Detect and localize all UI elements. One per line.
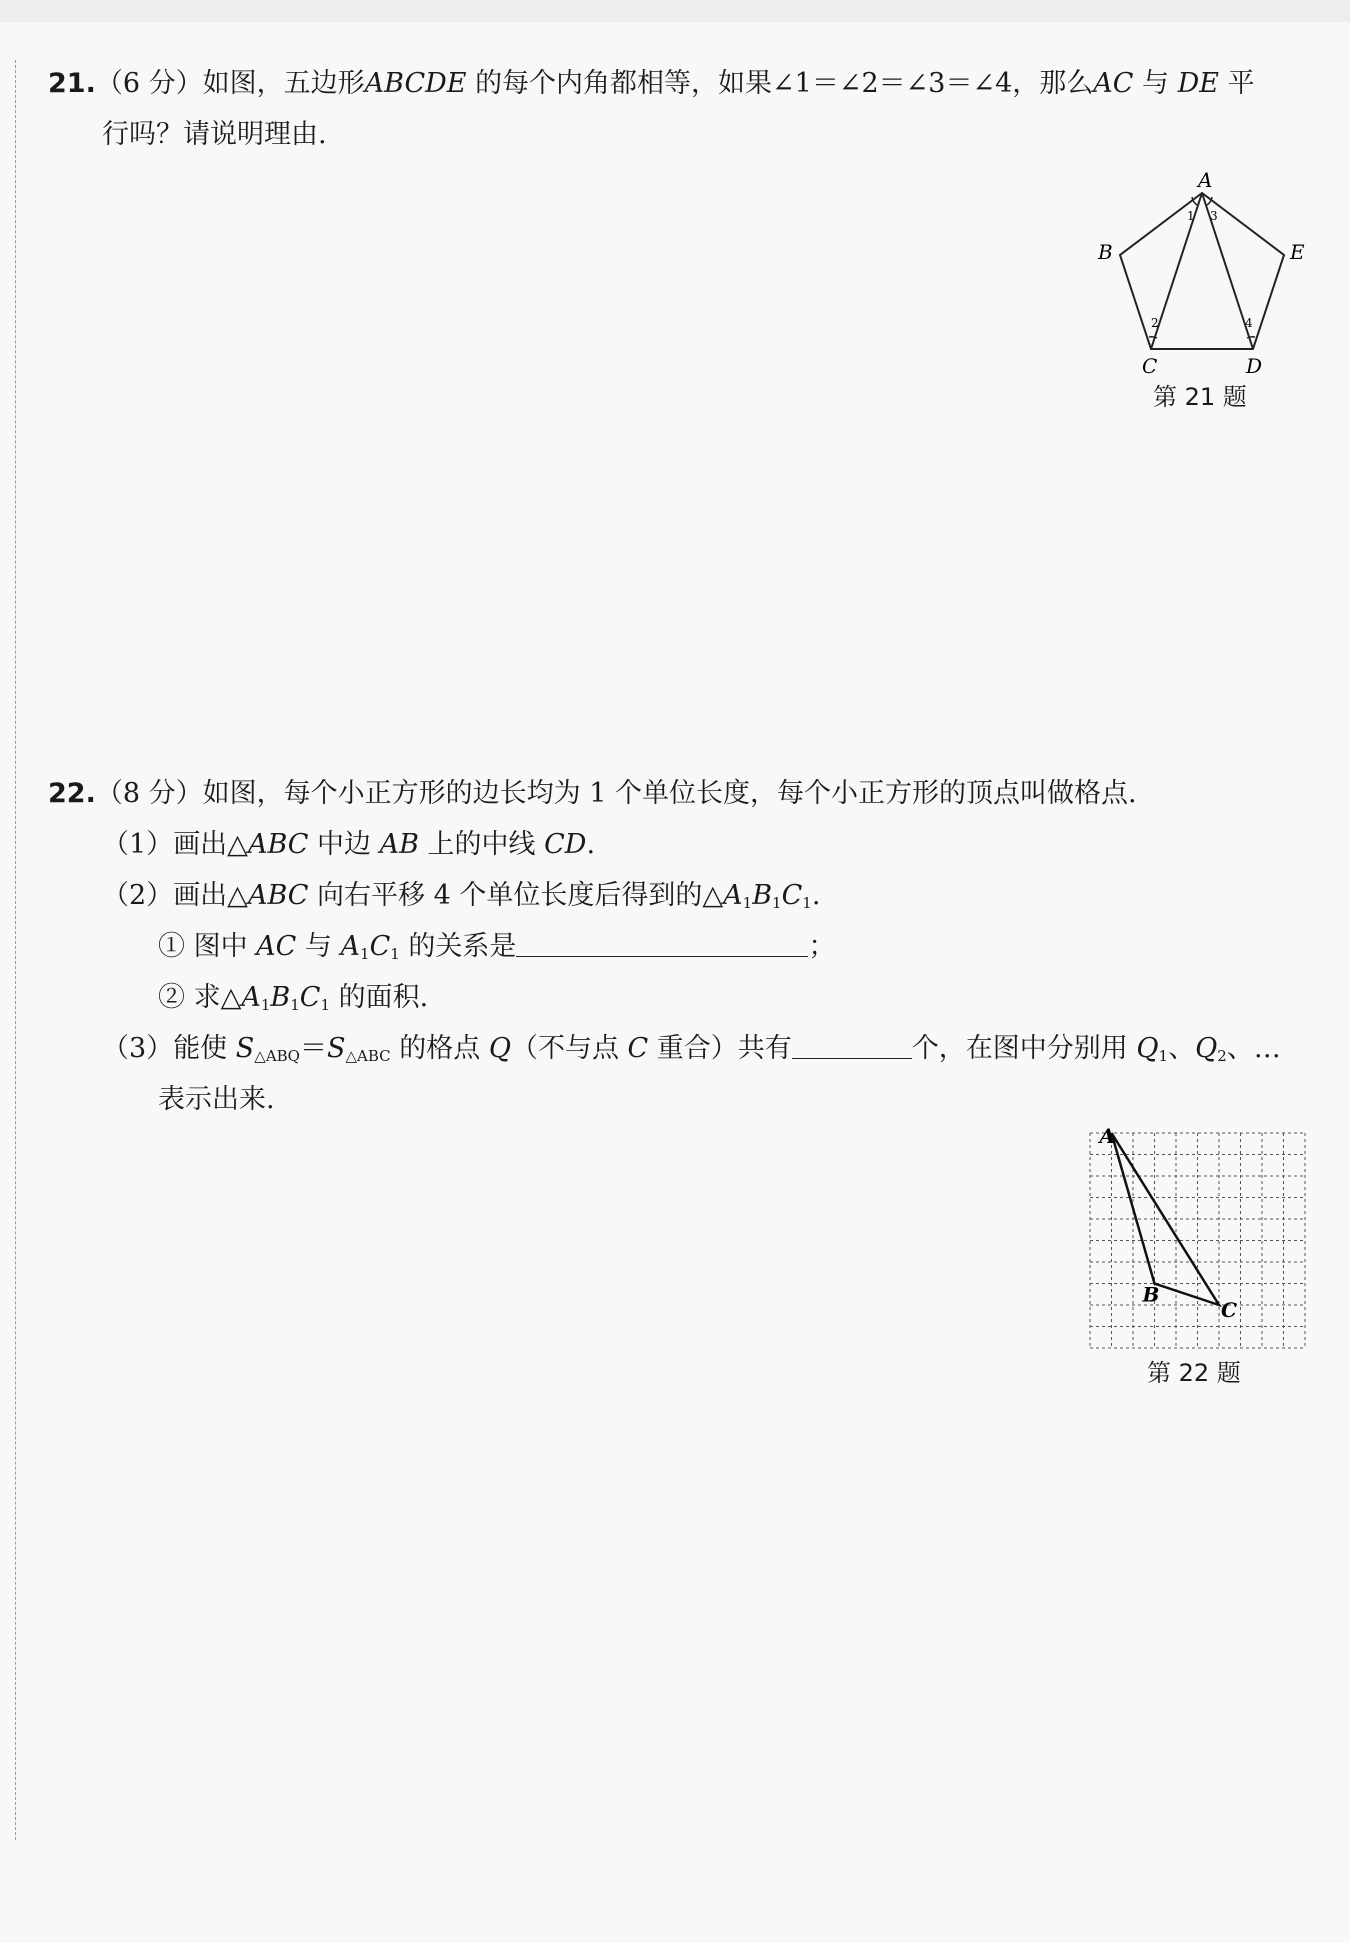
q21-line2: 行吗？请说明理由. (102, 119, 327, 150)
q22-part2-2: ② 求$\triangle A_1B_1C_1$ 的面积. (158, 982, 429, 1014)
angle-2: 2 (1151, 316, 1159, 330)
answer-blank-count[interactable] (792, 1032, 912, 1059)
answer-blank-relation[interactable] (516, 930, 808, 957)
grid-figure (1085, 1128, 1311, 1353)
q21-line1: 21.（6 分）如图，五边形ABCDE 的每个内角都相等，如果∠1＝∠2＝∠3＝∠4，那么AC 与 DE 平 (48, 68, 1255, 99)
label-C: C (1221, 1298, 1237, 1322)
q22-part1: （1）画出△ABC 中边 AB 上的中线 CD. (102, 829, 596, 860)
q22-part3-line2: 表示出来. (158, 1084, 275, 1115)
q22-caption: 第 22 题 (1147, 1359, 1241, 1387)
q21-number: 21. (48, 68, 96, 99)
label-A: A (1099, 1128, 1116, 1148)
angle-1: 1 (1187, 209, 1195, 223)
angle-3: 3 (1210, 209, 1218, 223)
label-D: D (1246, 354, 1263, 378)
top-bar (0, 0, 1350, 22)
q22-part3: （3）能使 $S_{\triangle ABQ}=S_{\triangle ABC}$ 的格点 Q（不与点 C 重合）共有 个，在图中分别用 $Q_1$、$Q_2$、… (102, 1033, 1281, 1065)
pentagon-figure (1090, 165, 1320, 380)
label-B: B (1098, 240, 1113, 264)
label-E: E (1290, 240, 1305, 264)
q21-caption: 第 21 题 (1153, 383, 1247, 411)
grid-lines (1090, 1133, 1305, 1348)
binding-line (15, 60, 16, 1840)
q22-number: 22. (48, 778, 96, 809)
label-C: C (1142, 354, 1158, 378)
q22-line1: 22.（8 分）如图，每个小正方形的边长均为 1 个单位长度，每个小正方形的顶点叫做格点. (48, 778, 1137, 809)
angle-4: 4 (1245, 316, 1253, 330)
q22-part2: （2）画出△ABC 向右平移 4 个单位长度后得到的$\triangle A_1B_1C_1$. (102, 880, 821, 912)
q22-part2-1: ① 图中 AC 与 $A_1C_1$ 的关系是 ； (158, 931, 836, 963)
label-B: B (1142, 1282, 1160, 1307)
label-A: A (1198, 168, 1213, 192)
